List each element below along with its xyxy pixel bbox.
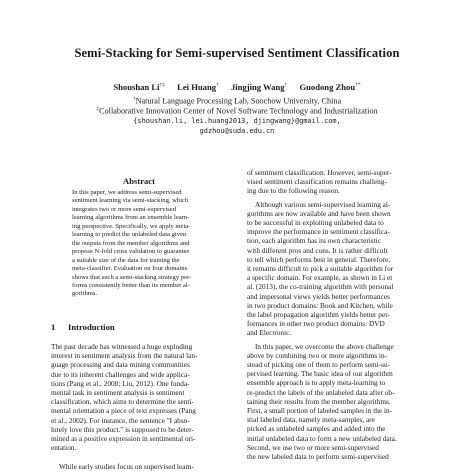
text-line: and Electronic. xyxy=(247,328,292,338)
abstract-body xyxy=(72,189,208,299)
affiliation-text: Collaborative Innovation Center of Novel Software Technology and Industrialization xyxy=(99,106,378,116)
author xyxy=(177,82,219,92)
email-line: gdzhou@suda.edu.cn xyxy=(199,127,275,135)
text-line: In this paper, we overcome the above challenge xyxy=(255,341,394,351)
author-name: Jingjing Wang xyxy=(230,82,285,92)
author-mark: † xyxy=(216,82,219,89)
text-line: The past decade has witnessed a huge exploding xyxy=(51,342,193,351)
text-line: the outputs from the member algorithms and xyxy=(72,239,190,247)
text-line: a specific domain. For example, as shown in Li et xyxy=(247,273,393,283)
text-line: et al., 2002). For instance, the sentence "I abso- xyxy=(51,415,190,425)
text-line: In this paper, we address semi-supervised xyxy=(72,189,182,196)
text-line: pervised learning. The basic idea of our algorithm xyxy=(247,369,393,379)
text-line: learning to predict the unlabeled data given xyxy=(72,231,187,239)
author-mark: †* xyxy=(355,82,361,89)
text-line: improve the performance in sentiment classifica- xyxy=(247,227,390,237)
author-mark: † xyxy=(284,82,288,89)
text-line: Second, we use two or more semi-supervised xyxy=(247,442,379,452)
text-line: forms consistently better than its member al- xyxy=(72,281,190,289)
text-line: Although various semi-supervised learning al- xyxy=(255,199,391,209)
text-line: First, a small portion of labeled samples in the in- xyxy=(247,406,393,416)
text-line: tion, each algorithm has its own characteristic xyxy=(247,236,381,246)
affiliation xyxy=(0,106,474,116)
author xyxy=(299,82,360,92)
text-line: in two product domains: Book and Kitchen, while xyxy=(247,300,393,310)
text-line: the label propagation algorithm yields better per- xyxy=(247,310,390,320)
introduction-paragraph xyxy=(51,342,227,452)
text-line: ing due to the following reason. xyxy=(247,186,340,196)
author xyxy=(231,82,287,92)
text-line: mined as a positive expression in sentimental ori- xyxy=(51,434,196,444)
text-line: While early studies focus on supervised learn- xyxy=(59,462,194,471)
email-line: {shoushan.li, lei.huang2013, djingwang}@gmail.com, xyxy=(133,117,341,125)
author-name: Guodong Zhou xyxy=(299,82,356,92)
text-line: ensemble approach is to apply meta-learning to xyxy=(247,378,386,388)
text-line: interest in sentiment analysis from the natural lan- xyxy=(51,351,198,361)
text-line: the new labeled data to perform semi-supervised xyxy=(247,452,389,462)
section-number: 1 xyxy=(51,322,56,332)
section-title: Introduction xyxy=(68,322,115,332)
text-line: sentiment learning via semi-stacking, which xyxy=(72,197,189,205)
affiliation-text: Natural Language Processing Lab, Soochow University, China xyxy=(135,96,342,106)
text-line: mental orientation a piece of text expresses (Pang xyxy=(51,406,196,416)
text-line: guage processing and data mining communities xyxy=(51,360,190,370)
author-list xyxy=(0,82,474,92)
text-line: of sentiment classification. However, semi-super- xyxy=(247,168,392,177)
author xyxy=(113,82,165,92)
text-line: with different pros and cons. It is rather difficult xyxy=(247,245,388,255)
text-line: mental task in sentiment analysis is sentiment xyxy=(51,388,185,398)
text-line: vised sentiment classification remains challeng- xyxy=(247,177,387,187)
text-line: classification, which aims to determine the senti- xyxy=(51,397,194,407)
text-line: shows that such a semi-stacking strategy per- xyxy=(72,273,192,281)
text-line: lutely love this product." is supposed to be deter- xyxy=(51,424,194,434)
affiliation xyxy=(0,96,474,106)
affiliation-mark: † xyxy=(132,96,136,102)
text-line: meta-classifier. Evaluation on four domains xyxy=(72,265,188,273)
text-line: propose N-fold cross validation to guarantee xyxy=(72,248,190,256)
section-heading-introduction xyxy=(51,322,115,332)
text-line: ing perspective. Specifically, we apply meta- xyxy=(72,222,191,230)
introduction-next-line xyxy=(51,462,227,471)
paper-title: Semi-Stacking for Semi-supervised Sentiment Classification xyxy=(74,46,400,60)
text-line: picked as unlabeled samples and added into the xyxy=(247,424,386,434)
affiliation-mark: ‡ xyxy=(96,106,100,112)
text-line: formances in other two product domains: DVD xyxy=(247,319,385,329)
author-name: Lei Huang xyxy=(177,82,217,92)
text-line: tions (Pang et al., 2008; Liu, 2012). One funda- xyxy=(51,378,190,388)
text-line: gorithms. xyxy=(72,290,98,298)
text-line: taining their results from the member algorithms. xyxy=(247,396,391,406)
text-line: to be successful in exploiting unlabeled data to xyxy=(247,218,384,228)
author-name: Shoushan Li xyxy=(113,82,160,92)
text-line: initial unlabeled data to form a new unlabeled data. xyxy=(247,433,397,443)
text-line: gorithms are now available and have been shown xyxy=(247,208,391,218)
author-mark: †‡ xyxy=(159,82,165,89)
text-line: learning algorithms from an ensemble learn- xyxy=(72,214,190,222)
text-line: integrates two or more semi-supervised xyxy=(72,205,177,213)
abstract-heading: Abstract xyxy=(123,176,155,186)
text-line: above by combining two or more algorithms in- xyxy=(247,350,388,360)
text-line: al. (2013), the co-training algorithm with personal xyxy=(247,282,394,292)
text-line: and impersonal views yields better performances xyxy=(247,291,390,301)
text-line: due to its inherent challenges and wide applica- xyxy=(51,369,190,379)
text-line: to tell which performs best in general. Therefore, xyxy=(247,254,391,264)
text-line: re-predict the labels of the unlabeled data after ob- xyxy=(247,387,395,397)
text-line: itial labeled data, namely meta-samples, are xyxy=(247,415,375,425)
text-line: it remains difficult to pick a suitable algorithm for xyxy=(247,264,394,274)
text-line: stead of picking one of them to perform semi-su- xyxy=(247,360,391,370)
right-column-text xyxy=(247,168,425,461)
text-line: entation. xyxy=(51,443,77,453)
text-line: a suitable size of the data for training the xyxy=(72,256,180,264)
